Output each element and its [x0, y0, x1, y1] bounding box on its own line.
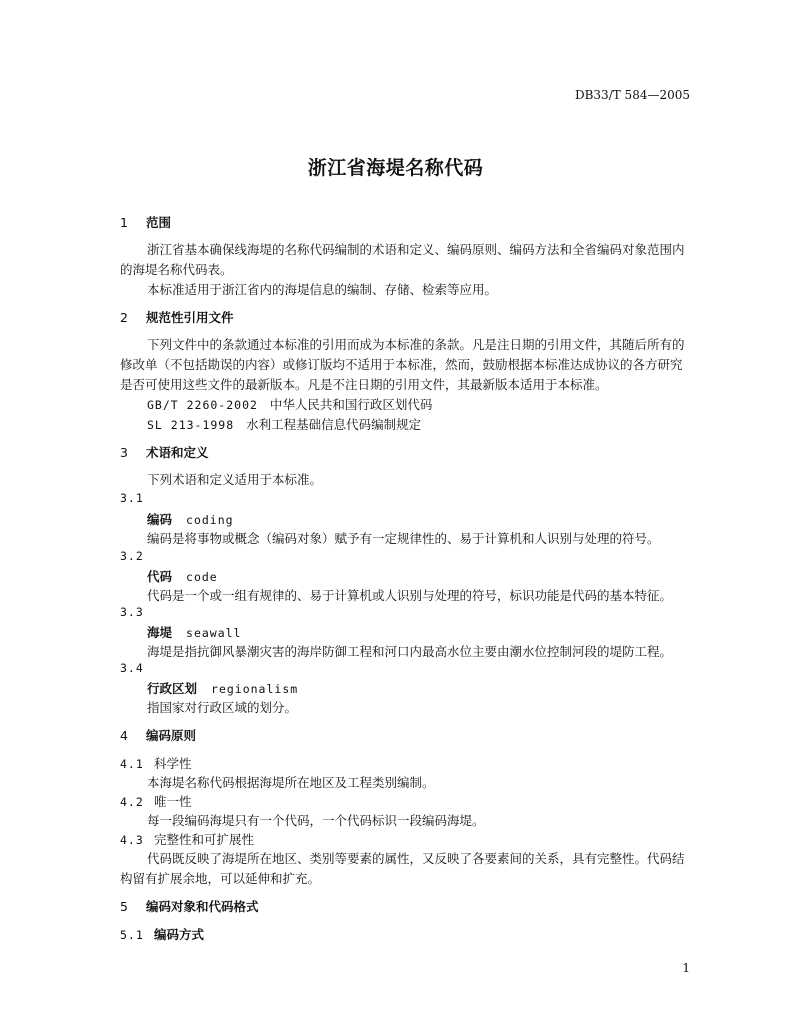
section-1-heading: 1 范围 [120, 215, 172, 230]
subsection-4-3-text-line-2: 构留有扩展余地，可以延伸和扩充。 [120, 871, 321, 886]
term-heading: 编码 coding [147, 512, 234, 527]
subsection-5-1-heading: 5.1 编码方式 [120, 927, 205, 942]
subsection-4-3-heading: 4.3 完整性和可扩展性 [120, 832, 255, 847]
subsection-4-2-text: 每一段编码海堤只有一个代码，一个代码标识一段编码海堤。 [147, 813, 485, 828]
term-number: 3.1 [120, 491, 144, 505]
subsection-4-1-heading: 4.1 科学性 [120, 756, 192, 771]
term-number: 3.2 [120, 549, 144, 563]
section-2-para-line-1: 下列文件中的条款通过本标准的引用而成为本标准的条款。凡是注日期的引用文件，其随后所有的 [147, 337, 685, 352]
section-2-heading: 2 规范性引用文件 [120, 310, 234, 325]
section-2-para-line-3: 是否可使用这些文件的最新版本。凡是不注日期的引用文件，其最新版本适用于本标准。 [120, 377, 608, 392]
section-4-heading: 4 编码原则 [120, 728, 197, 743]
section-5-heading: 5 编码对象和代码格式 [120, 899, 259, 914]
term-heading: 行政区划 regionalism [147, 681, 299, 696]
page-title: 浙江省海堤名称代码 [307, 157, 484, 179]
section-1-para-1-line-1: 浙江省基本确保线海堤的名称代码编制的术语和定义、编码原则、编码方法和全省编码对象范围内 [147, 242, 685, 257]
section-2-para-line-2: 修改单（不包括勘误的内容）或修订版均不适用于本标准，然而，鼓励根据本标准达成协议的各方研究 [120, 357, 683, 372]
section-3-intro: 下列术语和定义适用于本标准。 [147, 472, 323, 487]
term-definition: 代码是一个或一组有规律的、易于计算机或人识别与处理的符号，标识功能是代码的基本特征。 [147, 588, 673, 603]
subsection-4-1-text: 本海堤名称代码根据海堤所在地区及工程类别编制。 [147, 775, 435, 790]
term-definition: 海堤是指抗御风暴潮灾害的海岸防御工程和河口内最高水位主要由潮水位控制河段的堤防工程。 [147, 644, 673, 659]
term-definition: 编码是将事物或概念（编码对象）赋予有一定规律性的、易于计算机和人识别与处理的符号。 [147, 531, 660, 546]
term-heading: 代码 code [147, 569, 218, 584]
subsection-4-3-text-line-1: 代码既反映了海堤所在地区、类别等要素的属性，又反映了各要素间的关系，具有完整性。代码结 [147, 851, 685, 866]
term-number: 3.4 [120, 661, 144, 675]
reference-2: SL 213-1998 水利工程基础信息代码编制规定 [147, 417, 422, 432]
section-1-para-2: 本标准适用于浙江省内的海堤信息的编制、存储、检索等应用。 [147, 282, 498, 297]
term-heading: 海堤 seawall [147, 625, 242, 640]
term-number: 3.3 [120, 605, 144, 619]
section-3-heading: 3 术语和定义 [120, 445, 209, 460]
subsection-4-2-heading: 4.2 唯一性 [120, 794, 192, 809]
document-code: DB33/T 584—2005 [574, 88, 690, 102]
page-number: 1 [682, 961, 690, 975]
term-definition: 指国家对行政区域的划分。 [147, 700, 298, 715]
section-1-para-1-line-2: 的海堤名称代码表。 [120, 262, 233, 277]
reference-1: GB/T 2260-2002 中华人民共和国行政区划代码 [147, 397, 433, 412]
